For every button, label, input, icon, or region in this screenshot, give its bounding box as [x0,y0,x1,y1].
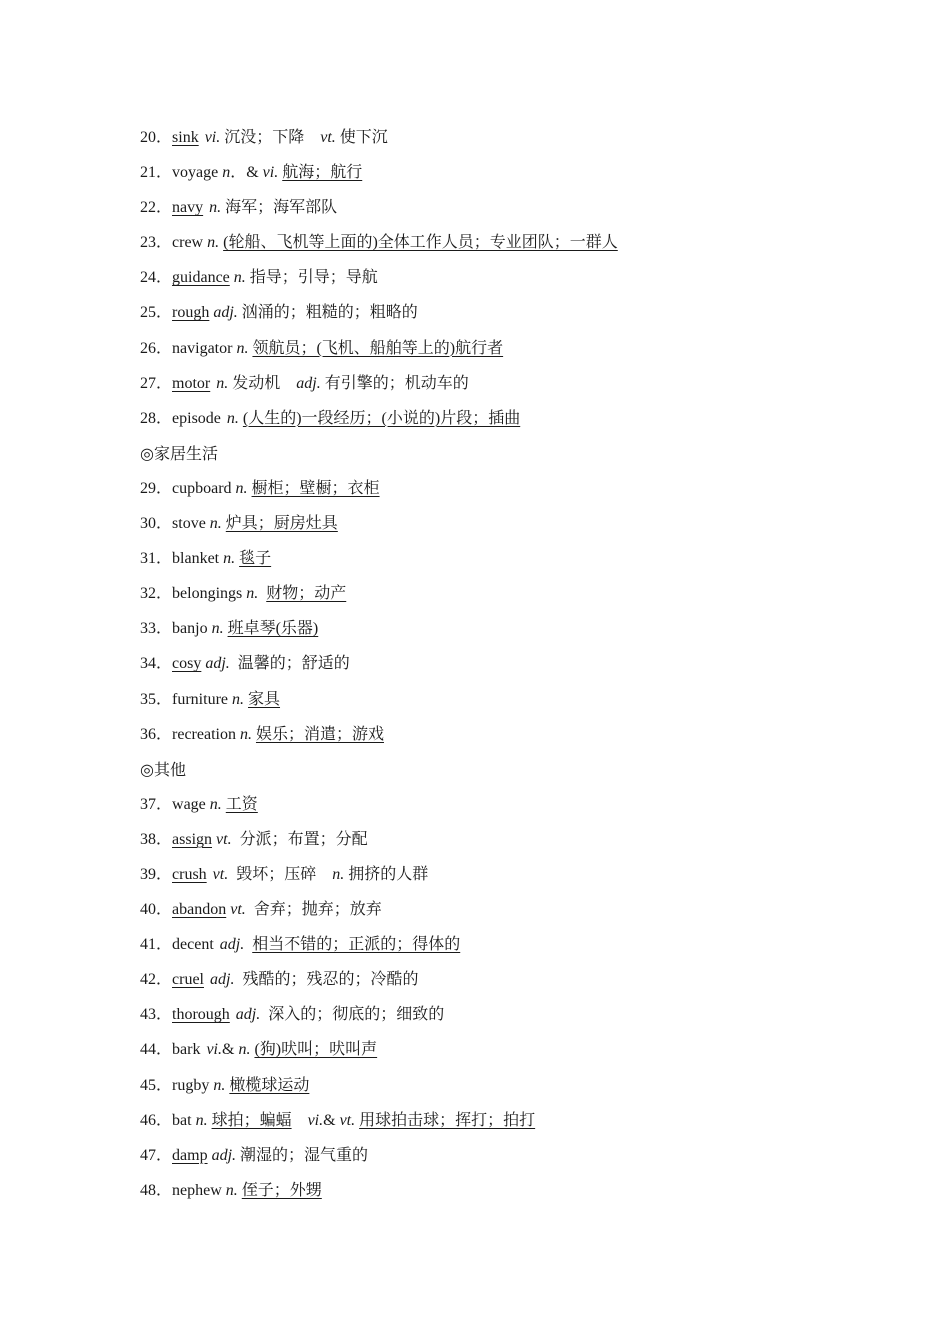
vocab-entry [140,331,860,366]
entry-text: belongings [172,585,247,603]
entry-text: cupboard [172,479,236,497]
entry-number: 36． [140,725,173,743]
underlined-text: (轮船、飞机等上面的)全体工作人员；专业团队；一群人 [223,234,618,252]
entry-number: 33． [140,620,173,638]
vocabulary-list [140,120,860,1208]
vocab-entry [140,1068,860,1103]
part-of-speech: vt. [230,901,246,919]
vocab-entry [140,611,860,646]
underlined-text: damp [172,1146,208,1164]
vocab-entry [140,1103,860,1138]
entry-text: 拥挤的人群 [344,865,429,883]
entry-number: 43． [140,1006,173,1024]
underlined-text: abandon [172,901,227,919]
part-of-speech: n [222,164,231,182]
entry-text: rugby [172,1076,214,1094]
vocab-entry [140,190,860,225]
entry-number: 39． [140,865,173,883]
entry-number: 42． [140,971,173,989]
underlined-text: 娱乐；消遣；游戏 [255,725,384,743]
vocab-entry [140,541,860,576]
entry-text: & [222,1041,239,1059]
part-of-speech: vi. [206,1041,222,1059]
entry-text: 海军；海军部队 [221,199,338,217]
part-of-speech: adj. [296,374,321,392]
entry-number: 35． [140,690,173,708]
vocab-entry [140,401,860,436]
entry-number: 21． [140,164,173,182]
part-of-speech: vt. [339,1111,356,1129]
entry-text: decent [172,936,214,954]
part-of-speech: n. [209,199,222,217]
entry-number: 47． [140,1146,173,1164]
entry-number: 23． [140,234,173,252]
vocab-entry [140,717,860,752]
entry-text: bat [172,1111,196,1129]
entry-number: 29． [140,479,173,497]
underlined-text: cruel [172,971,204,989]
entry-number: 45． [140,1076,173,1094]
underlined-text: 球拍；蝙蝠 [211,1111,292,1129]
underlined-text: guidance [172,269,230,287]
underlined-text: navy [172,199,204,217]
part-of-speech: vi. [204,129,221,146]
entry-number: 22． [140,199,173,217]
underlined-text: assign [172,830,213,848]
entry-number: 28． [140,409,173,427]
vocab-entry [140,787,860,822]
entry-text: wage [172,795,210,813]
part-of-speech: n. [216,374,229,392]
underlined-text: 财物；动产 [266,585,347,603]
entry-number: 38． [140,830,173,848]
part-of-speech: n. [235,479,248,497]
underlined-text: 橄榄球运动 [229,1076,310,1094]
entry-number: 30． [140,515,173,533]
part-of-speech: adj. [205,655,230,673]
part-of-speech: vt. [216,830,232,848]
part-of-speech: n. [238,1041,251,1059]
vocab-entry [140,471,860,506]
part-of-speech: n. [207,234,220,252]
part-of-speech: adj. [213,304,238,322]
underlined-text: 领航员；(飞机、船舶等上的)航行者 [252,339,504,357]
entry-text: 潮湿的；湿气重的 [236,1146,369,1164]
part-of-speech: n. [225,1181,238,1199]
underlined-text: (狗)吠叫；吠叫声 [254,1041,378,1059]
entry-number: 25． [140,304,173,322]
entry-number: 20． [140,129,173,146]
entry-text: voyage [172,164,223,182]
entry-number: 26． [140,339,173,357]
vocab-entry [140,155,860,190]
underlined-text: crush [172,865,207,883]
part-of-speech: n. [223,550,236,568]
entry-text: blanket [172,550,224,568]
entry-text: 使下沉 [335,129,388,146]
entry-text: 汹涌的；粗糙的；粗略的 [237,304,418,322]
entry-text: nephew [172,1181,226,1199]
part-of-speech: n. [233,269,246,287]
entry-text: episode [172,409,221,427]
entry-text: 指导；引导；导航 [245,269,378,287]
section-heading: ◎其他 [140,759,186,779]
vocab-entry [140,295,860,330]
underlined-text: 班卓琴(乐器) [227,620,319,638]
entry-text: 发动机 [228,374,281,392]
part-of-speech: adj. [219,936,245,954]
underlined-text: thorough [172,1006,230,1024]
part-of-speech: adj. [211,1146,237,1164]
part-of-speech: vt. [320,129,336,146]
part-of-speech: n. [213,1076,226,1094]
vocab-entry [140,576,860,611]
entry-number: 34． [140,655,173,673]
entry-number: 32． [140,585,173,603]
part-of-speech: n. [195,1111,208,1129]
entry-number: 40． [140,901,173,919]
entry-number: 41． [140,936,173,954]
entry-text: 舍弃；抛弃；放弃 [245,901,382,919]
entry-number: 46． [140,1111,173,1129]
entry-text: banjo [172,620,212,638]
entry-text: 有引擎的；机动车的 [320,374,469,392]
entry-text: 毁坏；压碎 [228,865,317,883]
underlined-text: 毯子 [239,550,272,568]
part-of-speech: n. [246,585,259,603]
part-of-speech: n. [209,795,222,813]
vocab-entry [140,927,860,962]
underlined-text: rough [172,304,210,322]
underlined-text: 航海；航行 [282,164,363,182]
section-heading: ◎家居生活 [140,443,218,463]
vocab-entry [140,682,860,717]
part-of-speech: adj. [210,971,235,989]
entry-number: 48． [140,1181,173,1199]
vocab-entry [140,997,860,1032]
entry-text: crew [172,234,208,252]
vocab-entry [140,260,860,295]
entry-number: 44． [140,1041,173,1059]
vocab-entry [140,646,860,681]
vocab-entry [140,1173,860,1208]
vocab-entry [140,857,860,892]
vocab-entry [140,822,860,857]
vocab-entry [140,120,860,155]
part-of-speech: vi. [307,1111,324,1129]
part-of-speech: vt. [212,865,229,883]
underlined-text: (人生的)一段经历；(小说的)片段；插曲 [242,409,521,427]
underlined-text: 工资 [225,795,258,813]
vocab-entry [140,1032,860,1067]
entry-number: 37． [140,795,173,813]
entry-number: 27． [140,374,173,392]
part-of-speech: n. [232,690,244,708]
part-of-speech: n. [211,620,224,638]
underlined-text: 橱柜；壁橱；衣柜 [251,479,380,497]
entry-text: navigator [172,339,237,357]
entry-text: 温馨的；舒适的 [229,655,350,673]
entry-text: & [323,1111,340,1129]
entry-text: 残酷的；残忍的；冷酷的 [234,971,419,989]
underlined-text: 炉具；厨房灶具 [225,515,338,533]
entry-number: 24． [140,269,173,287]
entry-text: 深入的；彻底的；细致的 [260,1006,445,1024]
part-of-speech: n. [226,409,239,427]
entry-text: 分派；布置；分配 [231,830,368,848]
entry-text: recreation [172,725,240,743]
underlined-text: sink [172,129,199,146]
part-of-speech: n. [236,339,249,357]
underlined-text: 侄子；外甥 [241,1181,322,1199]
entry-text: bark [172,1041,201,1059]
vocab-entry [140,962,860,997]
vocab-entry [140,1138,860,1173]
part-of-speech: n. [209,515,222,533]
part-of-speech: n. [332,865,345,883]
underlined-text: 相当不错的；正派的；得体的 [252,936,461,954]
entry-text: stove [172,515,210,533]
part-of-speech: vi. [262,164,279,182]
part-of-speech: adj. [235,1006,261,1024]
underlined-text: 用球拍击球；挥打；拍打 [359,1111,536,1129]
underlined-text: 家具 [248,690,281,708]
vocab-entry [140,225,860,260]
part-of-speech: n. [239,725,252,743]
entry-number: 31． [140,550,173,568]
underlined-text: cosy [172,655,202,673]
entry-text: ．& [230,164,263,182]
underlined-text: motor [172,374,211,392]
vocab-entry [140,366,860,401]
entry-text: furniture [172,690,232,708]
vocab-entry [140,506,860,541]
vocab-entry [140,892,860,927]
entry-text: 沉没；下降 [220,129,305,146]
